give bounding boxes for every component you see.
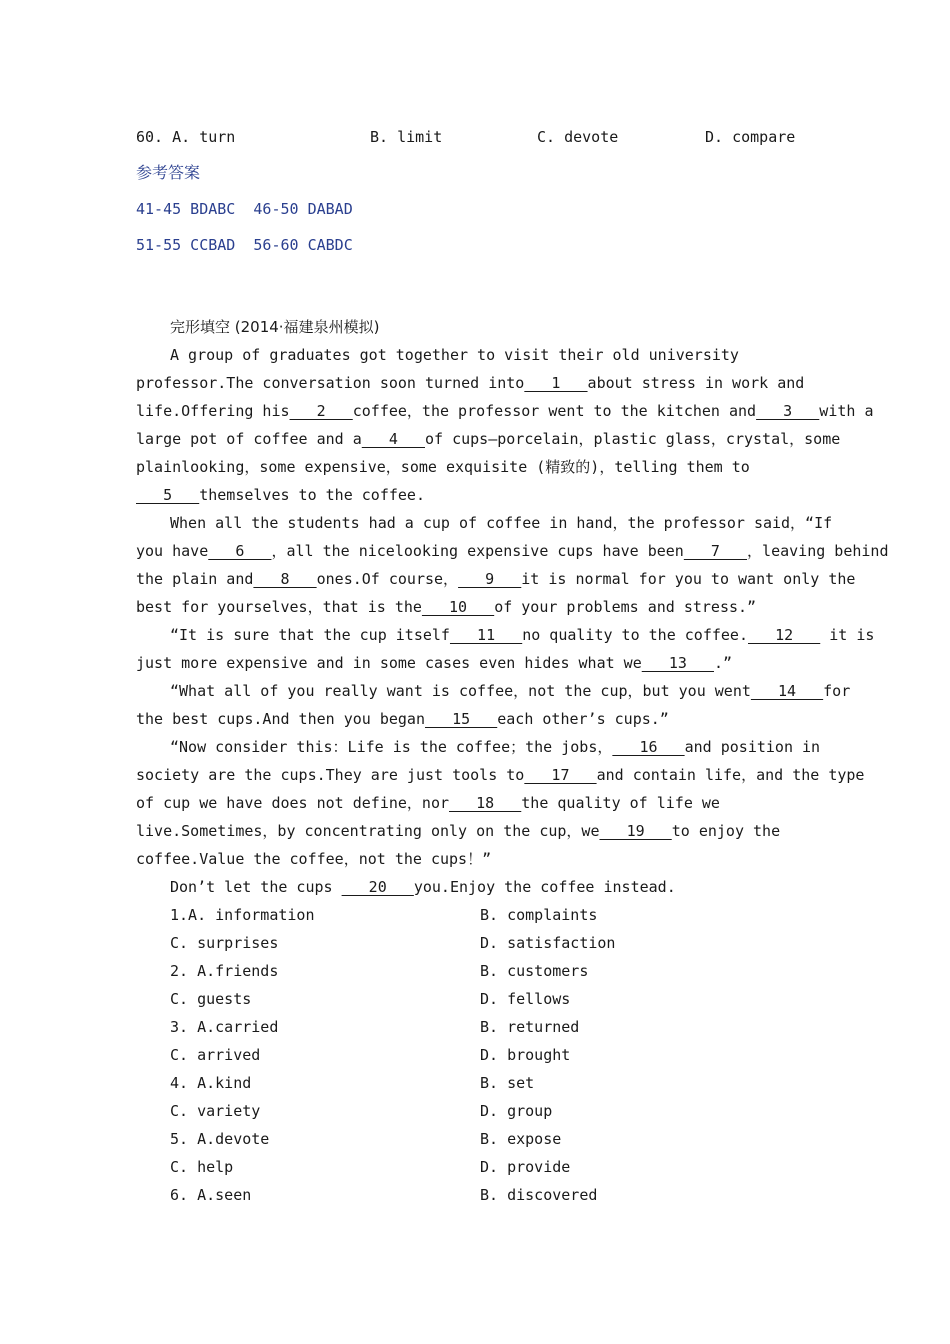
passage-line xyxy=(136,821,780,841)
passage-text: live.Sometimes，by concentrating only on the cup，we xyxy=(136,822,600,840)
blank-16: 16 xyxy=(612,738,685,756)
passage-line: A group of graduates got together to visit their old university xyxy=(170,346,739,364)
passage-line xyxy=(136,485,425,505)
blank-4: 4 xyxy=(361,430,425,448)
option-right: B. customers xyxy=(480,962,589,980)
passage-line xyxy=(136,373,804,393)
passage-text: it is normal for you to want only the xyxy=(521,570,856,588)
passage-text: Don’t let the cups xyxy=(170,878,342,896)
passage-text: ，leaving behind xyxy=(747,542,889,560)
blank-11: 11 xyxy=(449,626,523,644)
passage-text: “It is sure that the cup itself xyxy=(170,626,450,644)
passage-line xyxy=(136,653,732,673)
passage-text: the quality of life we xyxy=(521,794,720,812)
passage-line xyxy=(136,401,873,421)
passage-text: no quality to the coffee. xyxy=(522,626,748,644)
passage-text: and contain life，and the type xyxy=(596,766,865,784)
passage-text: for xyxy=(823,682,851,700)
q60-option-a: 60. A. turn xyxy=(136,128,236,146)
blank-6: 6 xyxy=(208,542,272,560)
option-left: C. guests xyxy=(170,990,252,1008)
passage-text: ，all the nicelooking expensive cups have been xyxy=(271,542,684,560)
passage-line xyxy=(136,429,840,449)
option-right: D. brought xyxy=(480,1046,571,1064)
q60-option-b: B. limit xyxy=(370,128,443,146)
passage-text: of cup we have does not define，nor xyxy=(136,794,450,812)
passage-line xyxy=(170,737,820,757)
option-right: B. discovered xyxy=(480,1186,598,1204)
option-right: D. provide xyxy=(480,1158,571,1176)
passage-line xyxy=(136,793,720,813)
option-right: B. expose xyxy=(480,1130,562,1148)
passage-text: .” xyxy=(713,654,733,672)
blank-7: 7 xyxy=(683,542,748,560)
blank-1: 1 xyxy=(524,374,588,392)
passage-text: you.Enjoy the coffee instead. xyxy=(413,878,676,896)
option-right: B. set xyxy=(480,1074,535,1092)
answers-line-2: 51-55 CCBAD 56-60 CABDC xyxy=(136,236,353,254)
passage-text: each other’s cups.” xyxy=(497,710,669,728)
q60-option-c: C. devote xyxy=(537,128,619,146)
blank-17: 17 xyxy=(524,766,597,784)
option-left: C. help xyxy=(170,1158,234,1176)
blank-2: 2 xyxy=(289,402,353,420)
blank-13: 13 xyxy=(641,654,714,672)
passage-text: ones.Of course， xyxy=(316,570,459,588)
passage-text: you have xyxy=(136,542,209,560)
option-right: D. fellows xyxy=(480,990,571,1008)
blank-10: 10 xyxy=(421,598,495,616)
blank-8: 8 xyxy=(253,570,317,588)
passage-text: with a xyxy=(819,402,874,420)
blank-18: 18 xyxy=(449,794,522,812)
passage-text: themselves to the coffee. xyxy=(199,486,425,504)
answers-line-1: 41-45 BDABC 46-50 DABAD xyxy=(136,200,353,218)
passage-text: the best cups.And then you began xyxy=(136,710,425,728)
blank-5: 5 xyxy=(136,486,200,504)
option-left: 2. A.friends xyxy=(170,962,279,980)
passage-text: to enjoy the xyxy=(671,822,781,840)
passage-line xyxy=(136,597,756,617)
passage-line xyxy=(170,681,850,701)
option-left: 5. A.devote xyxy=(170,1130,270,1148)
passage-text: of your problems and stress.” xyxy=(494,598,757,616)
option-left: C. arrived xyxy=(170,1046,261,1064)
passage-line: When all the students had a cup of coffee in hand，the professor said，“If xyxy=(170,514,833,532)
blank-3: 3 xyxy=(756,402,820,420)
passage-text: best for yourselves，that is the xyxy=(136,598,422,616)
passage-line xyxy=(136,765,864,785)
passage-text: professor.The conversation soon turned into xyxy=(136,374,525,392)
passage-text: coffee，the professor went to the kitchen and xyxy=(352,402,757,420)
passage-line xyxy=(170,877,676,897)
answers-heading: 参考答案 xyxy=(136,163,201,182)
blank-14: 14 xyxy=(750,682,824,700)
passage-text: and position in xyxy=(684,738,821,756)
option-left: C. surprises xyxy=(170,934,279,952)
blank-20: 20 xyxy=(341,878,414,896)
passage-line xyxy=(170,625,874,645)
blank-12: 12 xyxy=(748,626,821,644)
option-left: 6. A.seen xyxy=(170,1186,252,1204)
passage-text: society are the cups.They are just tools to xyxy=(136,766,525,784)
section-title: 完形填空 (2014·福建泉州模拟) xyxy=(170,318,380,336)
passage-text: of cups—porcelain，plastic glass，crystal，some xyxy=(425,430,841,448)
passage-text: just more expensive and in some cases even hides what we xyxy=(136,654,642,672)
passage-text: about stress in work and xyxy=(587,374,805,392)
blank-15: 15 xyxy=(424,710,498,728)
option-left: 1.A. information xyxy=(170,906,315,924)
blank-19: 19 xyxy=(599,822,672,840)
passage-line xyxy=(136,709,669,729)
option-left: 3. A.carried xyxy=(170,1018,279,1036)
passage-text: life.Offering his xyxy=(136,402,290,420)
option-right: B. returned xyxy=(480,1018,580,1036)
q60-option-d: D. compare xyxy=(705,128,796,146)
passage-line xyxy=(136,541,888,561)
passage-text: it is xyxy=(820,626,875,644)
option-right: B. complaints xyxy=(480,906,598,924)
option-right: D. group xyxy=(480,1102,553,1120)
passage-text: “What all of you really want is coffee，not the cup，but you went xyxy=(170,682,751,700)
option-right: D. satisfaction xyxy=(480,934,616,952)
passage-line xyxy=(136,569,855,589)
option-left: C. variety xyxy=(170,1102,261,1120)
option-left: 4. A.kind xyxy=(170,1074,252,1092)
passage-text: large pot of coffee and a xyxy=(136,430,362,448)
blank-9: 9 xyxy=(458,570,522,588)
passage-line: coffee.Value the coffee，not the cups！” xyxy=(136,850,492,868)
passage-line: plainlooking，some expensive，some exquisite (精致的)，telling them to xyxy=(136,458,750,476)
passage-text: the plain and xyxy=(136,570,254,588)
passage-text: “Now consider this：Life is the coffee；the jobs， xyxy=(170,738,613,756)
